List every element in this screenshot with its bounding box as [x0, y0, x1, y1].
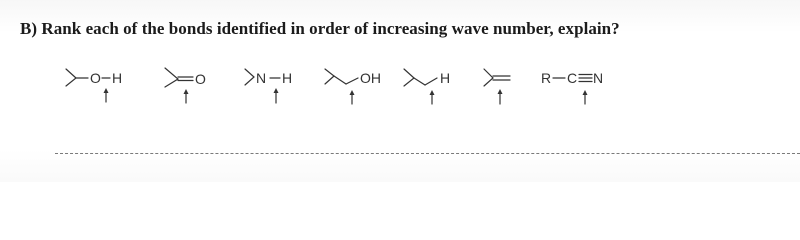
bond-arrowhead: [350, 90, 355, 95]
dashed-divider: [55, 153, 800, 154]
bond-arrowhead: [104, 88, 109, 93]
bond-arrowhead: [274, 88, 279, 93]
structure-isobutanol: [325, 69, 381, 104]
bond-line: [414, 78, 425, 85]
bond-arrowhead: [583, 90, 588, 95]
structure-diisopropylamine: [245, 69, 292, 103]
atom-label: C: [567, 70, 578, 86]
bond-line: [245, 69, 254, 85]
bond-arrowhead: [498, 89, 503, 94]
structure-acetone: [165, 68, 206, 103]
bond-arrowhead: [430, 90, 435, 95]
bond-line: [325, 69, 334, 84]
atom-label: N: [593, 70, 604, 86]
structure-nitrile: [541, 70, 603, 104]
bond-line: [404, 69, 414, 86]
bond-arrowhead: [184, 89, 189, 94]
structure-isobutylene: [484, 69, 510, 104]
atom-label: N: [256, 70, 267, 86]
bond-line: [66, 69, 76, 86]
bond-line: [346, 78, 358, 84]
structure-isobutane: [404, 69, 450, 104]
atom-label: H: [282, 70, 293, 86]
atom-label: O: [195, 71, 206, 87]
atom-label: O: [90, 70, 101, 86]
bond-line: [165, 68, 178, 87]
atom-label: H: [440, 70, 451, 86]
bond-line: [425, 78, 437, 85]
atom-label: R: [541, 70, 552, 86]
bond-line: [334, 76, 346, 84]
question-text: B) Rank each of the bonds identified in order of increasing wave number, explain?: [20, 19, 620, 38]
atom-label: OH: [360, 70, 381, 86]
bond-line: [484, 69, 493, 86]
atom-label: H: [112, 70, 123, 86]
structure-isopropyl-alcohol: [66, 69, 122, 102]
